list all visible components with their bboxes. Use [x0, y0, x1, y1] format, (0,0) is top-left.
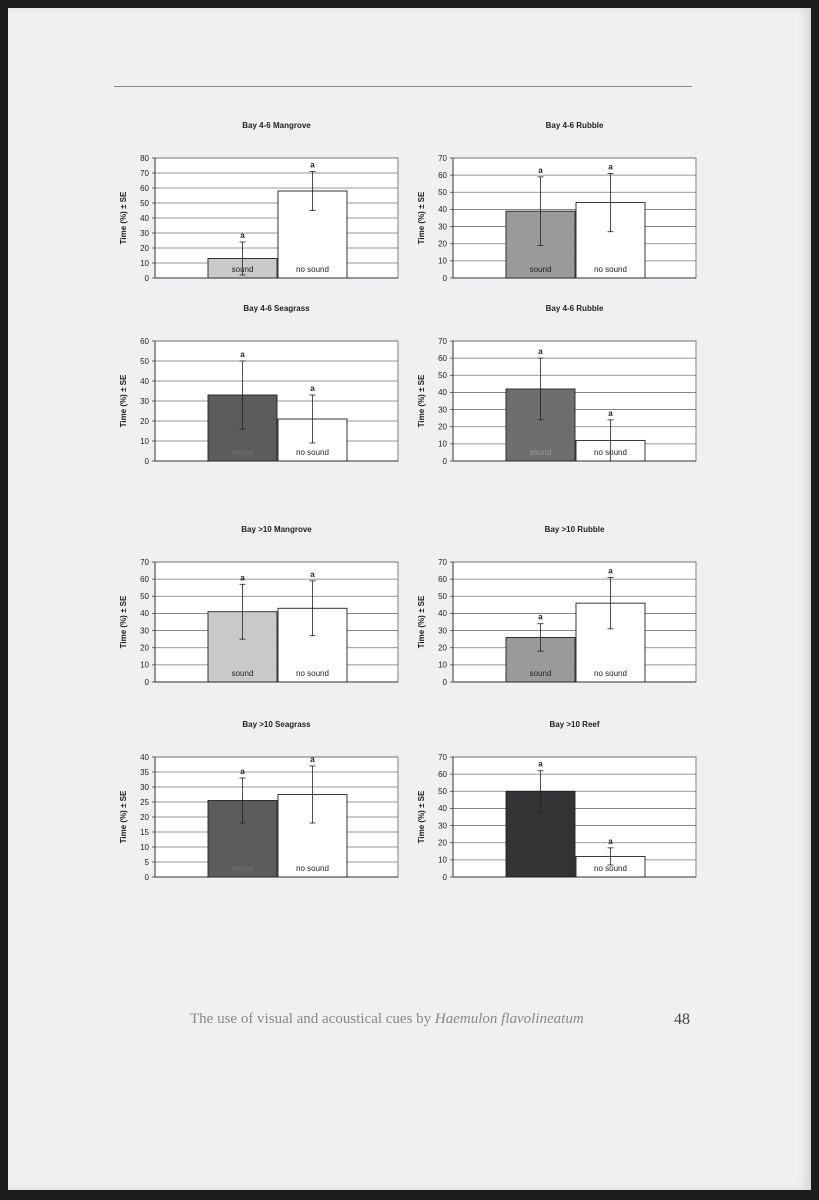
chart-svg	[108, 297, 408, 477]
caption-species: Haemulon flavolineatum	[434, 1011, 584, 1027]
chart-bay46-mangrove	[108, 114, 408, 294]
y-tick-label: 20	[140, 812, 149, 822]
category-label: no sound	[594, 265, 627, 274]
y-tick-label: 20	[140, 416, 149, 426]
y-tick-label: 60	[438, 170, 447, 180]
y-axis-label: Time (%) ± SE	[417, 191, 426, 245]
category-label: no sound	[296, 448, 329, 457]
chart-title: Bay >10 Reef	[549, 720, 600, 729]
chart-bay10-rubble	[406, 518, 706, 698]
category-label: sound	[231, 265, 254, 274]
y-tick-label: 30	[140, 782, 149, 792]
y-tick-label: 35	[140, 767, 149, 777]
y-tick-label: 70	[140, 168, 149, 178]
y-tick-label: 10	[140, 842, 149, 852]
y-tick-label: 70	[438, 557, 447, 567]
significance-label: a	[608, 836, 613, 846]
y-tick-label: 40	[140, 376, 149, 386]
significance-label: a	[538, 347, 543, 357]
chart-title: Bay 4-6 Rubble	[545, 304, 604, 313]
category-label: sound	[529, 864, 552, 873]
y-axis-label: Time (%) ± SE	[119, 790, 128, 844]
y-tick-label: 20	[438, 422, 447, 432]
y-tick-label: 10	[438, 660, 447, 670]
category-label: sound	[529, 669, 552, 678]
chart-svg	[406, 713, 706, 893]
category-label: no sound	[296, 669, 329, 678]
y-tick-label: 40	[438, 388, 447, 398]
chart-title: Bay 4-6 Rubble	[545, 121, 604, 130]
y-axis-label: Time (%) ± SE	[417, 790, 426, 844]
page	[8, 8, 811, 1190]
category-label: sound	[529, 265, 552, 274]
category-label: no sound	[594, 448, 627, 457]
caption-text: The use of visual and acoustical cues by	[190, 1011, 435, 1027]
y-tick-label: 40	[438, 609, 447, 619]
y-tick-label: 5	[144, 857, 149, 867]
significance-label: a	[240, 231, 245, 240]
y-tick-label: 0	[144, 872, 149, 882]
y-tick-label: 20	[140, 243, 149, 253]
significance-label: a	[240, 767, 245, 776]
significance-label: a	[310, 569, 315, 579]
y-tick-label: 50	[140, 198, 149, 208]
chart-bay10-seagrass	[108, 713, 408, 893]
y-tick-label: 15	[140, 827, 149, 837]
chart-bay10-mangrove	[108, 518, 408, 698]
chart-bay46-rubble-top	[406, 114, 706, 294]
y-tick-label: 50	[438, 592, 447, 602]
significance-label: a	[538, 165, 543, 175]
y-tick-label: 40	[140, 752, 149, 762]
significance-label: a	[538, 612, 543, 622]
y-tick-label: 30	[140, 396, 149, 406]
y-tick-label: 30	[438, 405, 447, 415]
y-tick-label: 0	[144, 273, 149, 283]
y-axis-label: Time (%) ± SE	[417, 595, 426, 649]
chart-svg	[406, 297, 706, 477]
header-rule	[114, 86, 692, 87]
y-tick-label: 50	[140, 356, 149, 366]
significance-label: a	[310, 160, 315, 170]
y-tick-label: 0	[442, 677, 447, 687]
figure-caption	[190, 1011, 584, 1028]
y-axis-label: Time (%) ± SE	[119, 374, 128, 428]
category-label: no sound	[296, 864, 329, 873]
y-tick-label: 30	[438, 821, 447, 831]
y-tick-label: 40	[140, 213, 149, 223]
category-label: sound	[529, 448, 552, 457]
significance-label: a	[310, 384, 315, 393]
y-tick-label: 0	[144, 456, 149, 466]
category-label: no sound	[594, 669, 627, 678]
y-tick-label: 0	[442, 273, 447, 283]
significance-label: a	[240, 573, 245, 583]
significance-label: a	[608, 162, 613, 172]
chart-bay10-reef	[406, 713, 706, 893]
y-tick-label: 10	[140, 258, 149, 268]
category-label: sound	[231, 864, 254, 873]
chart-svg	[406, 114, 706, 294]
y-tick-label: 60	[438, 574, 447, 584]
y-tick-label: 60	[140, 183, 149, 193]
y-tick-label: 60	[140, 336, 149, 346]
chart-svg	[406, 518, 706, 698]
y-tick-label: 30	[140, 626, 149, 636]
y-tick-label: 10	[438, 855, 447, 865]
chart-svg	[108, 114, 408, 294]
y-tick-label: 10	[140, 436, 149, 446]
chart-title: Bay 4-6 Mangrove	[242, 121, 311, 130]
y-tick-label: 20	[438, 838, 447, 848]
page-number: 48	[674, 1011, 690, 1028]
chart-title: Bay >10 Rubble	[544, 525, 605, 534]
y-tick-label: 70	[140, 557, 149, 567]
y-axis-label: Time (%) ± SE	[119, 595, 128, 649]
y-tick-label: 40	[438, 804, 447, 814]
y-tick-label: 25	[140, 797, 149, 807]
significance-label: a	[310, 755, 315, 764]
y-tick-label: 70	[438, 153, 447, 163]
chart-svg	[108, 518, 408, 698]
y-tick-label: 20	[438, 643, 447, 653]
y-tick-label: 30	[438, 222, 447, 232]
y-axis-label: Time (%) ± SE	[119, 191, 128, 245]
y-tick-label: 60	[438, 353, 447, 363]
significance-label: a	[538, 759, 543, 769]
y-tick-label: 50	[140, 592, 149, 602]
y-tick-label: 0	[144, 677, 149, 687]
chart-title: Bay >10 Seagrass	[242, 720, 311, 729]
y-tick-label: 10	[438, 439, 447, 449]
y-tick-label: 60	[140, 574, 149, 584]
y-tick-label: 50	[438, 787, 447, 797]
category-label: sound	[231, 448, 254, 457]
chart-bay46-rubble-bottom	[406, 297, 706, 477]
y-tick-label: 20	[140, 643, 149, 653]
chart-svg	[108, 713, 408, 893]
chart-bay46-seagrass	[108, 297, 408, 477]
chart-title: Bay >10 Mangrove	[241, 525, 312, 534]
y-tick-label: 30	[140, 228, 149, 238]
significance-label: a	[240, 350, 245, 359]
category-label: no sound	[594, 864, 627, 873]
category-label: no sound	[296, 265, 329, 274]
y-axis-label: Time (%) ± SE	[417, 374, 426, 428]
y-tick-label: 80	[140, 153, 149, 163]
y-tick-label: 40	[438, 205, 447, 215]
y-tick-label: 0	[442, 872, 447, 882]
significance-label: a	[608, 408, 613, 418]
y-tick-label: 50	[438, 188, 447, 198]
y-tick-label: 10	[438, 256, 447, 266]
chart-title: Bay 4-6 Seagrass	[243, 304, 310, 313]
y-tick-label: 40	[140, 609, 149, 619]
significance-label: a	[608, 566, 613, 576]
category-label: sound	[231, 669, 254, 678]
y-tick-label: 60	[438, 769, 447, 779]
y-tick-label: 70	[438, 752, 447, 762]
y-tick-label: 70	[438, 336, 447, 346]
y-tick-label: 10	[140, 660, 149, 670]
y-tick-label: 20	[438, 239, 447, 249]
y-tick-label: 30	[438, 626, 447, 636]
y-tick-label: 0	[442, 456, 447, 466]
y-tick-label: 50	[438, 371, 447, 381]
